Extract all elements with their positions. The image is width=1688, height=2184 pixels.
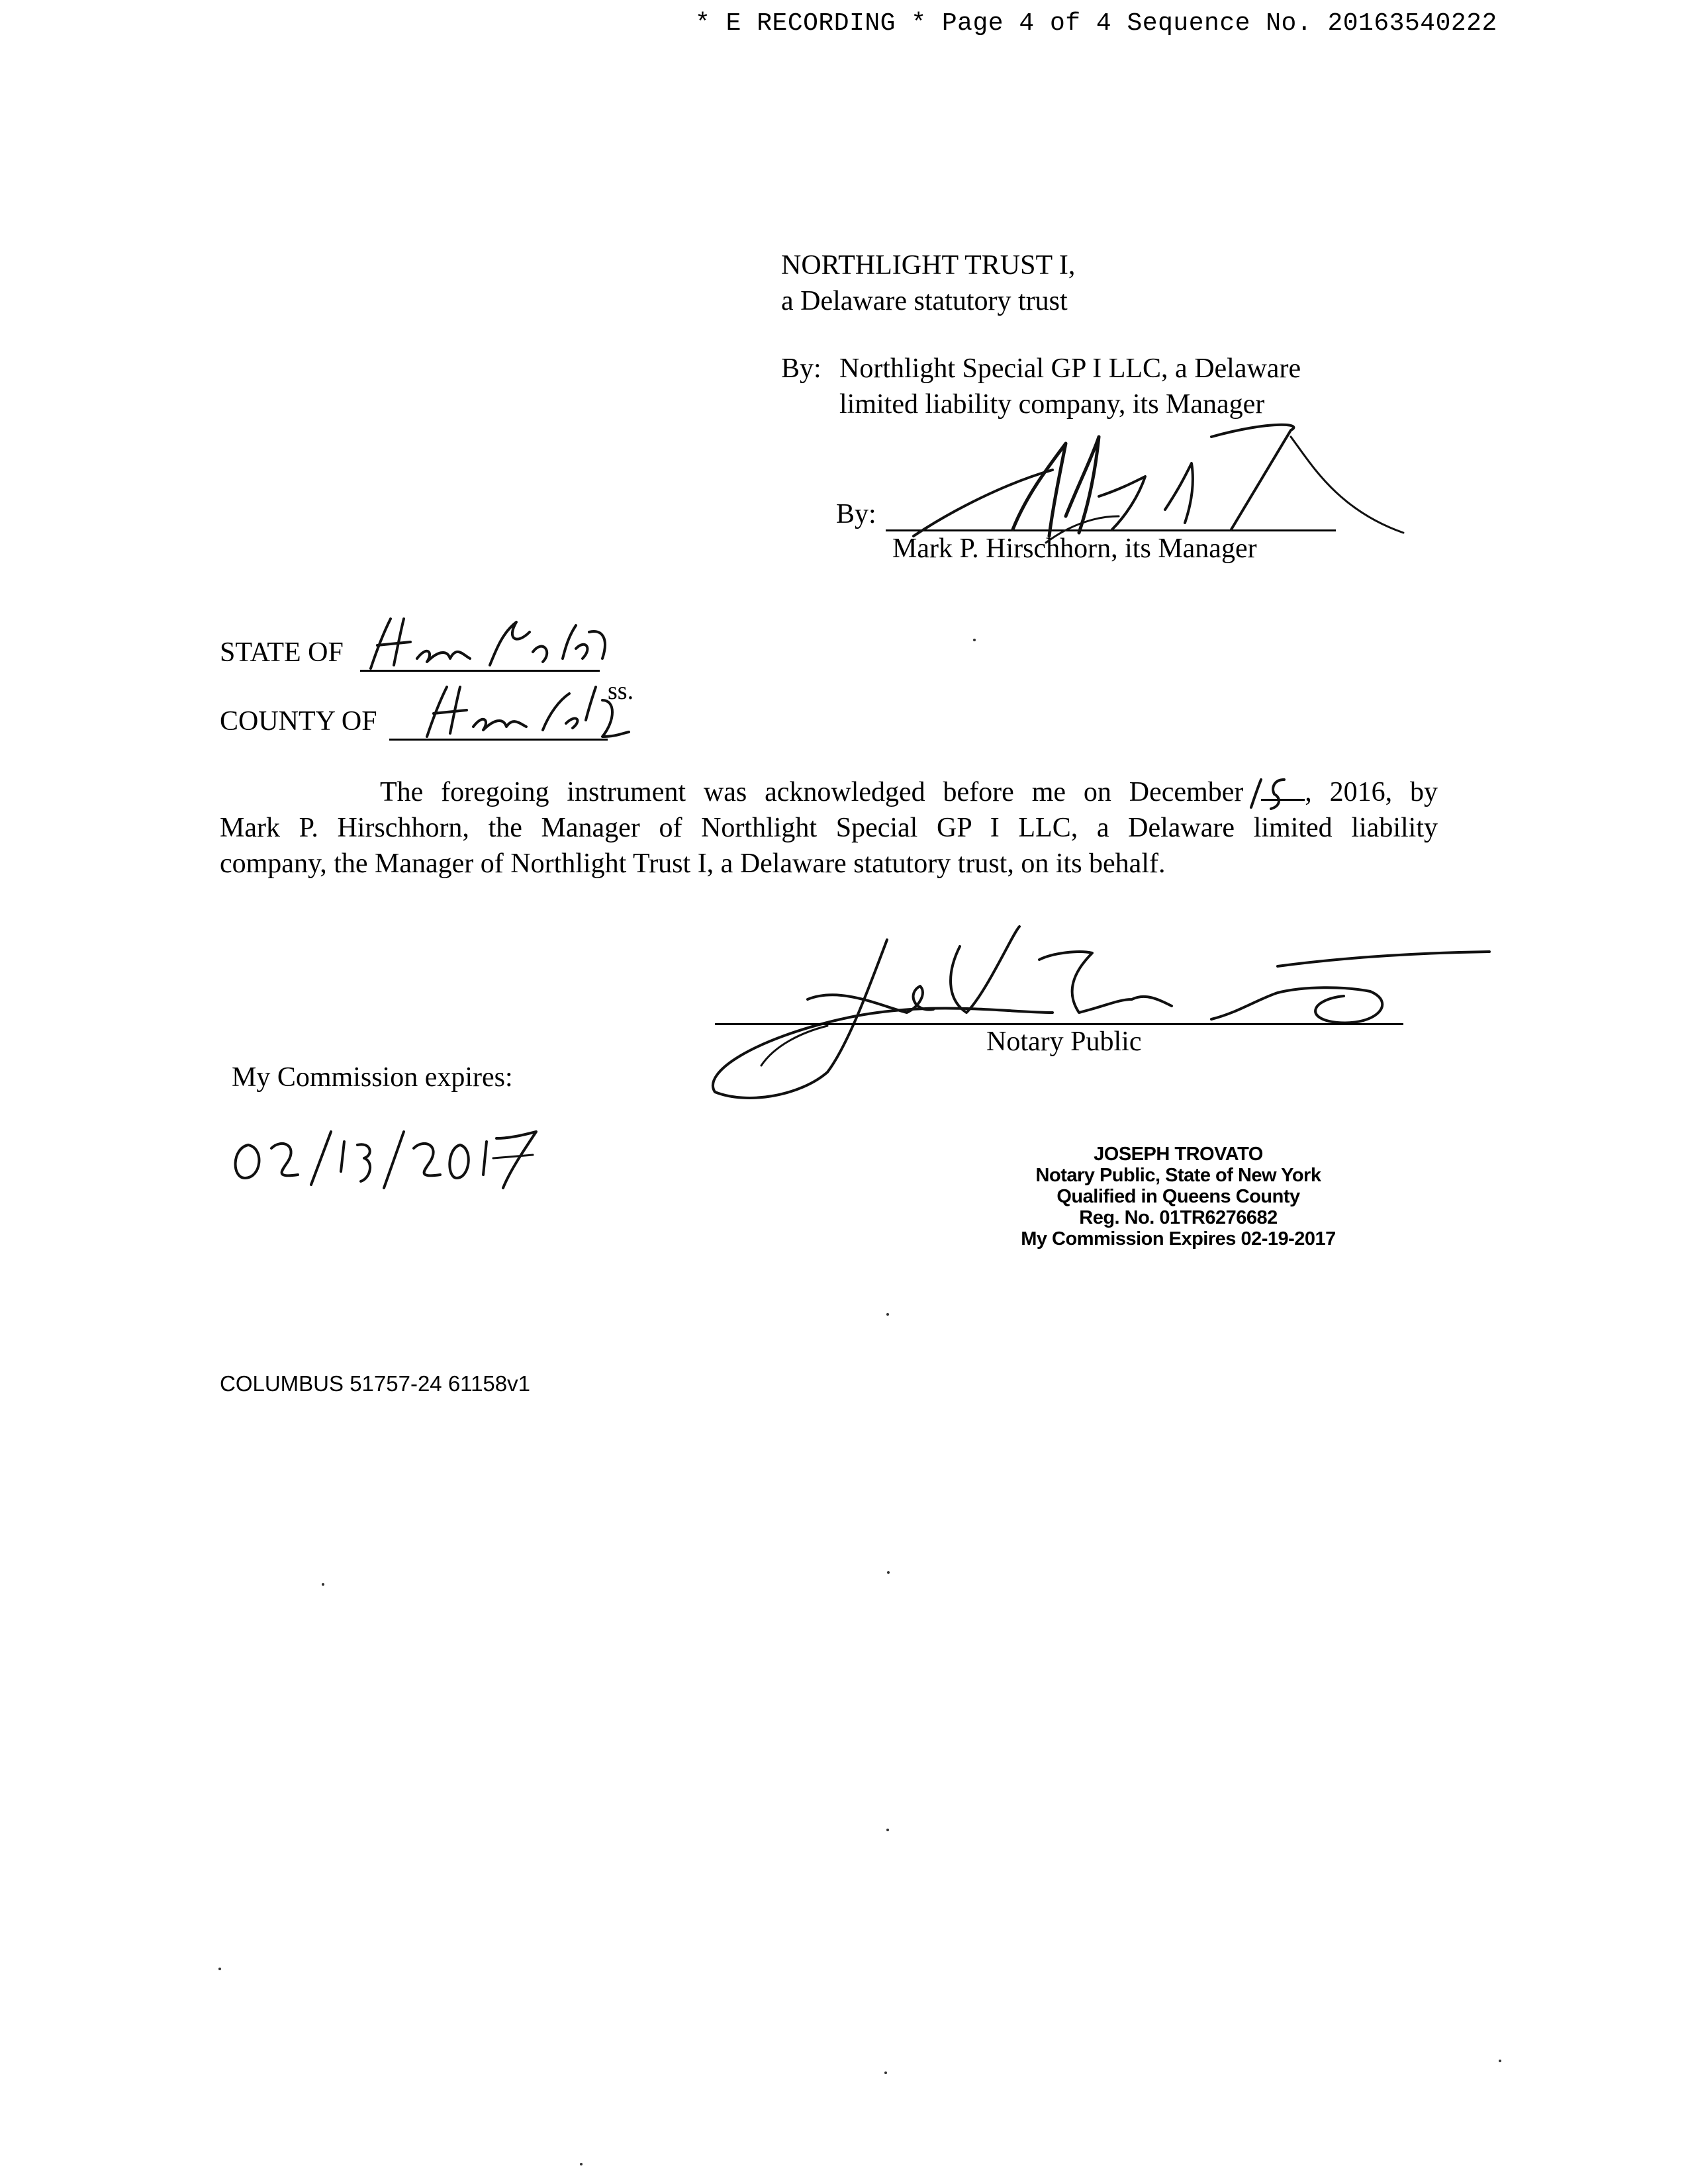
manager-line-2: limited liability company, its Manager	[839, 389, 1265, 420]
ack-text-1: The foregoing instrument was acknowledged before me on December	[380, 777, 1244, 807]
scan-speck	[973, 639, 976, 641]
ack-line-2: Mark P. Hirschhorn, the Manager of Northlight Special GP I LLC, a Delaware limited liability	[220, 813, 1438, 843]
ss-label: ss.	[608, 677, 634, 705]
commission-date-handwriting	[225, 1118, 543, 1198]
entity-name: NORTHLIGHT TRUST I,	[781, 250, 1076, 281]
scan-speck	[322, 1583, 324, 1586]
by-label: By:	[781, 353, 821, 384]
state-label: STATE OF	[220, 637, 344, 668]
manager-signature	[900, 417, 1423, 569]
recording-header: * E RECORDING * Page 4 of 4 Sequence No. 20163540222	[695, 9, 1497, 38]
notary-signature-line	[715, 1023, 1403, 1025]
ack-line-3: company, the Manager of Northlight Trust I, a Delaware statutory trust, on its behalf.	[220, 848, 1166, 879]
manager-line-1: Northlight Special GP I LLC, a Delaware	[839, 353, 1301, 384]
signer-name-title: Mark P. Hirschhorn, its Manager	[892, 533, 1257, 564]
scan-speck	[1499, 2060, 1501, 2062]
day-handwriting	[1244, 774, 1297, 814]
notary-stamp-title: Notary Public, State of New York	[1035, 1165, 1321, 1186]
scan-speck	[218, 1968, 221, 1970]
scan-speck	[580, 2163, 583, 2165]
scan-speck	[886, 1313, 889, 1316]
notary-stamp-expiry: My Commission Expires 02-19-2017	[1021, 1228, 1336, 1250]
scan-speck	[886, 1829, 889, 1831]
notary-signature	[708, 913, 1503, 1105]
notary-public-label: Notary Public	[986, 1026, 1142, 1057]
commission-expires-label: My Commission expires:	[232, 1062, 513, 1093]
signer-by-label: By:	[836, 499, 876, 529]
document-id: COLUMBUS 51757-24 61158v1	[220, 1371, 530, 1396]
notary-stamp-county: Qualified in Queens County	[1056, 1186, 1300, 1207]
ack-text-1b: , 2016, by	[1305, 777, 1438, 807]
county-handwriting	[417, 680, 629, 743]
scan-speck	[884, 2071, 887, 2074]
scan-speck	[887, 1571, 890, 1574]
notary-stamp-reg-no: Reg. No. 01TR6276682	[1079, 1207, 1278, 1228]
state-handwriting	[364, 612, 616, 678]
notary-stamp-name: JOSEPH TROVATO	[1094, 1144, 1263, 1165]
entity-description: a Delaware statutory trust	[781, 286, 1068, 316]
county-label: COUNTY OF	[220, 706, 377, 737]
